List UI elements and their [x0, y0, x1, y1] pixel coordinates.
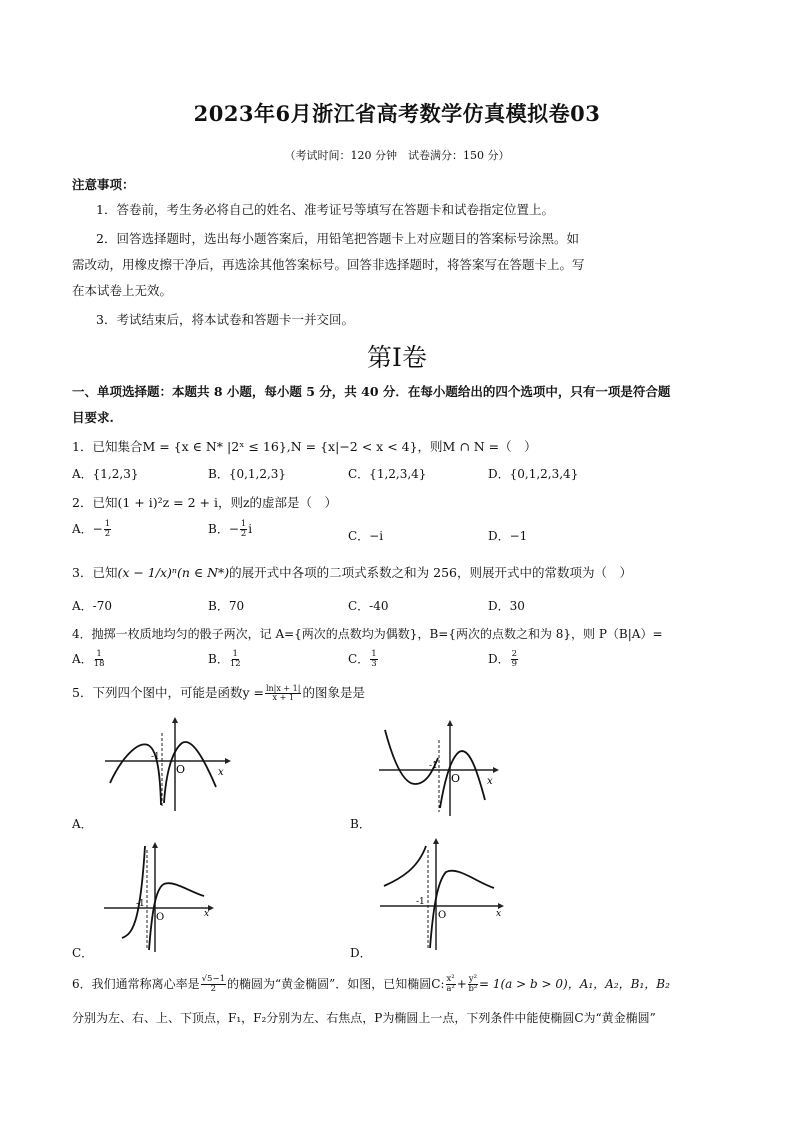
section-heading-cont: 目要求. — [72, 410, 114, 425]
svg-text:O: O — [156, 912, 165, 923]
svg-text:x: x — [204, 909, 210, 919]
svg-text:-1: -1 — [136, 899, 145, 909]
notice-item-2-end: 在本试卷上无效。 — [72, 283, 173, 298]
q2-option-d: D．−1 — [488, 529, 528, 543]
q3-option-a: A．-70 — [72, 599, 112, 613]
q3-option-b: B．70 — [208, 599, 245, 613]
svg-text:O: O — [176, 763, 186, 776]
graph-b — [375, 720, 505, 820]
notice-item-2-cont: 需改动，用橡皮擦干净后，再选涂其他答案标号。回答非选择题时，将答案写在答题卡上。写 — [72, 257, 585, 272]
graph-c-label: C． — [72, 946, 94, 960]
question-4-stem: 4．抛掷一枚质地均匀的骰子两次，记 A={两次的点数均为偶数}，B={两次的点数之和为 8}，则 P（B|A）= — [72, 627, 663, 641]
q3-option-c: C．-40 — [348, 599, 389, 613]
q4-option-c: C． $\frac{1}{3}$ — [348, 649, 377, 669]
graph-a — [100, 715, 240, 815]
q1-option-c: C．{1,2,3,4} — [348, 467, 427, 481]
graph-a-label: A． — [72, 817, 93, 831]
svg-text:x: x — [496, 909, 502, 919]
svg-text:-1: -1 — [416, 897, 425, 907]
graph-c — [100, 840, 220, 955]
q2-option-c: C．−i — [348, 529, 384, 543]
question-5-stem: 5．下列四个图中，可能是函数y = $\frac{\ln|x + 1|}{x + 1}$ 的图象是是 — [72, 683, 365, 702]
q4-option-b: B． $\frac{1}{12}$ — [208, 649, 241, 669]
q1-option-b: B．{0,1,2,3} — [208, 467, 287, 481]
graph-d — [376, 838, 511, 953]
q2-option-a: A．− $\frac{1}{2}$ — [72, 519, 111, 539]
question-6-stem: 6．我们通常称离心率是 $\frac{√5-1}{2}$ 的椭圆为“黄金椭圆”．如图，已知椭圆C: $\frac{\text{x²}}{\text{a²}}$ + $\frac{\text{y²}}{\text{b²}}$ = 1(a > b > 0)，A₁，A₂，B₁，B₂ — [72, 974, 670, 994]
q1-option-d: D．{0,1,2,3,4} — [488, 467, 579, 481]
svg-text:x: x — [487, 776, 493, 787]
q2-option-b: B．− $\frac{1}{2}$ i — [208, 519, 253, 539]
section-heading: 一、单项选择题：本题共 8 小题，每小题 5 分，共 40 分．在每小题给出的四个选项中，只有一项是符合题 — [72, 384, 671, 399]
exam-info: （考试时间：120 分钟 试卷满分：150 分） — [284, 149, 510, 162]
paper-title: 2023年6月浙江省高考数学仿真模拟卷03 — [193, 101, 601, 126]
question-3-stem: 3．已知(x − 1/x)ⁿ(n ∈ N*)的展开式中各项的二项式系数之和为 256，则展开式中的常数项为（ ） — [72, 565, 632, 580]
q1-option-a: A．{1,2,3} — [72, 467, 139, 481]
svg-text:O: O — [438, 910, 447, 921]
q4-option-a: A． $\frac{1}{18}$ — [72, 649, 105, 669]
volume-heading: 第Ⅰ卷 — [367, 343, 427, 372]
graph-d-label: D． — [350, 946, 372, 960]
graph-b-label: B． — [350, 817, 371, 831]
q4-option-d: D． $\frac{2}{9}$ — [488, 649, 518, 669]
svg-text:-1: -1 — [429, 761, 438, 771]
question-1-stem: 1．已知集合M = {x ∈ N* |2ˣ ≤ 16},N = {x|−2 < x < 4}，则M ∩ N =（ ） — [72, 439, 537, 454]
q3-option-d: D．30 — [488, 599, 525, 613]
question-6-stem-cont: 分别为左、右、上、下顶点，F₁，F₂分别为左、右焦点，P为椭圆上一点，下列条件中能使椭圆C为“黄金椭圆” — [72, 1011, 656, 1025]
notice-item-1: 1．答卷前，考生务必将自己的姓名、准考证号等填写在答题卡和试卷指定位置上。 — [96, 202, 554, 217]
notice-item-3: 3．考试结束后，将本试卷和答题卡一并交回。 — [96, 312, 354, 327]
q3-binomial-expr: (x − 1/x)ⁿ(n ∈ N*) — [117, 565, 230, 580]
svg-text:-1: -1 — [151, 752, 160, 762]
notice-item-2: 2．回答选择题时，选出每小题答案后，用铅笔把答题卡上对应题目的答案标号涂黑。如 — [96, 231, 579, 246]
question-2-stem: 2．已知(1 + i)²z = 2 + i，则z的虚部是（ ） — [72, 495, 338, 510]
svg-text:O: O — [451, 772, 461, 785]
notice-heading: 注意事项： — [72, 177, 135, 192]
svg-text:x: x — [218, 767, 224, 778]
